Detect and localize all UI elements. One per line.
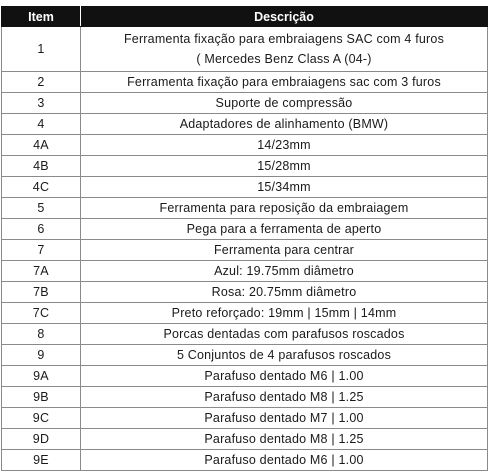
description-cell: 5 Conjuntos de 4 parafusos roscados	[81, 345, 488, 366]
item-cell: 7B	[2, 282, 81, 303]
item-cell: 5	[2, 198, 81, 219]
table-row	[2, 27, 488, 72]
parts-table-container	[1, 6, 487, 471]
table-row	[2, 324, 488, 345]
table-row	[2, 450, 488, 471]
item-cell: 9	[2, 345, 81, 366]
item-cell: 7A	[2, 261, 81, 282]
item-cell: 4	[2, 114, 81, 135]
description-line: ( Mercedes Benz Class A (04-)	[196, 52, 372, 66]
table-row	[2, 114, 488, 135]
item-cell: 9C	[2, 408, 81, 429]
item-cell: 4B	[2, 156, 81, 177]
header-description: Descrição	[81, 7, 488, 27]
table-row	[2, 429, 488, 450]
item-cell: 7	[2, 240, 81, 261]
item-cell: 9B	[2, 387, 81, 408]
table-row	[2, 261, 488, 282]
description-cell: Suporte de compressão	[81, 93, 488, 114]
table-row	[2, 387, 488, 408]
table-row	[2, 345, 488, 366]
table-body	[2, 27, 488, 471]
description-cell: Parafuso dentado M8 | 1.25	[81, 387, 488, 408]
item-cell: 8	[2, 324, 81, 345]
description-cell: Parafuso dentado M8 | 1.25	[81, 429, 488, 450]
table-row	[2, 177, 488, 198]
table-row	[2, 198, 488, 219]
item-cell: 9A	[2, 366, 81, 387]
table-row	[2, 156, 488, 177]
description-cell	[81, 27, 488, 72]
description-cell: Parafuso dentado M6 | 1.00	[81, 366, 488, 387]
table-row	[2, 72, 488, 93]
description-cell: 14/23mm	[81, 135, 488, 156]
item-cell: 9E	[2, 450, 81, 471]
item-cell: 6	[2, 219, 81, 240]
description-cell: 15/28mm	[81, 156, 488, 177]
item-cell: 3	[2, 93, 81, 114]
description-line: Ferramenta fixação para embraiagens SAC com 4 furos	[123, 32, 445, 46]
table-row	[2, 282, 488, 303]
header-item: Item	[2, 7, 81, 27]
parts-table	[1, 6, 488, 471]
table-header-row	[2, 7, 488, 27]
description-cell: Pega para a ferramenta de aperto	[81, 219, 488, 240]
description-cell: Rosa: 20.75mm diâmetro	[81, 282, 488, 303]
description-cell: Parafuso dentado M7 | 1.00	[81, 408, 488, 429]
description-cell: Azul: 19.75mm diâmetro	[81, 261, 488, 282]
table-row	[2, 303, 488, 324]
description-cell: Porcas dentadas com parafusos roscados	[81, 324, 488, 345]
description-cell: Ferramenta para centrar	[81, 240, 488, 261]
description-cell: Parafuso dentado M6 | 1.00	[81, 450, 488, 471]
table-row	[2, 366, 488, 387]
description-cell: Preto reforçado: 19mm | 15mm | 14mm	[81, 303, 488, 324]
item-cell: 7C	[2, 303, 81, 324]
item-cell: 4C	[2, 177, 81, 198]
table-row	[2, 408, 488, 429]
description-cell: 15/34mm	[81, 177, 488, 198]
table-row	[2, 240, 488, 261]
item-cell: 4A	[2, 135, 81, 156]
description-cell: Adaptadores de alinhamento (BMW)	[81, 114, 488, 135]
table-row	[2, 93, 488, 114]
item-cell: 9D	[2, 429, 81, 450]
table-row	[2, 219, 488, 240]
description-cell: Ferramenta fixação para embraiagens sac com 3 furos	[81, 72, 488, 93]
item-cell: 2	[2, 72, 81, 93]
item-cell: 1	[2, 27, 81, 72]
table-row	[2, 135, 488, 156]
description-cell: Ferramenta para reposição da embraiagem	[81, 198, 488, 219]
